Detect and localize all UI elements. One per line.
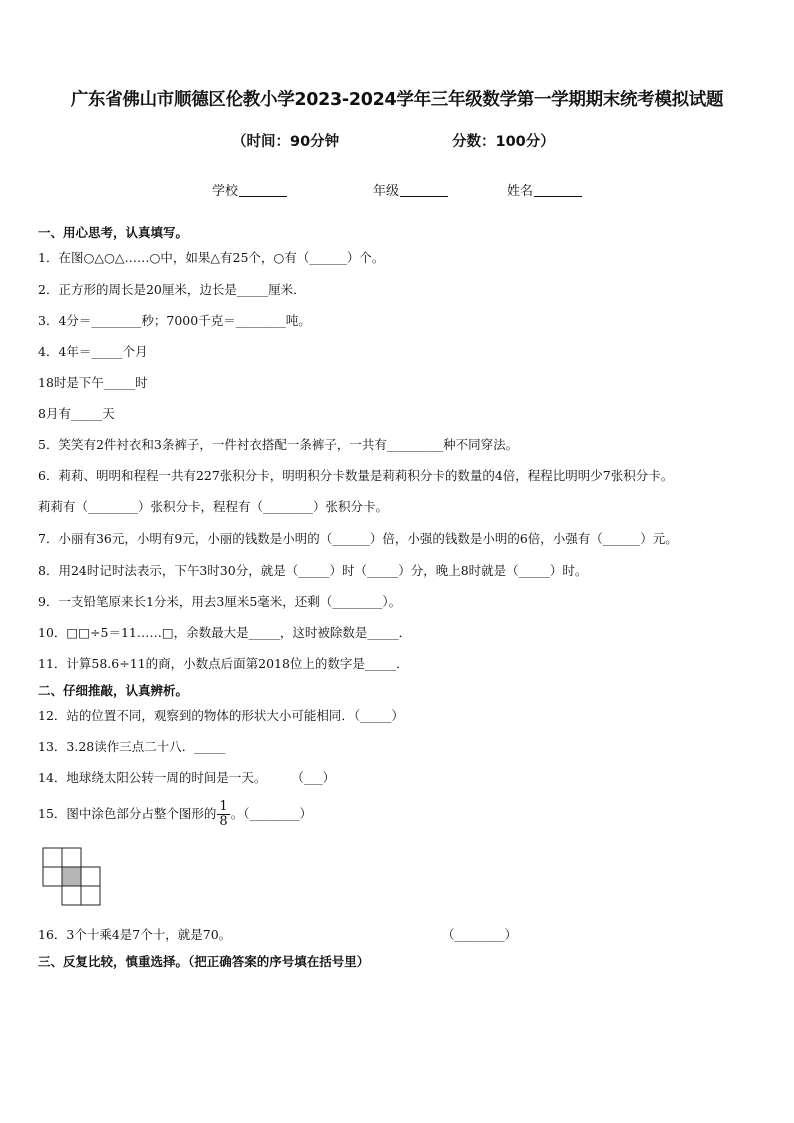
question-15-text: 15．图中涂色部分占整个图形的 <box>38 806 217 821</box>
name-blank[interactable] <box>534 184 582 197</box>
school-blank[interactable] <box>239 184 287 197</box>
fraction-one-eighth <box>217 800 229 828</box>
grid-cell <box>81 886 100 905</box>
question-6-line-1: 6．莉莉、明明和程程一共有227张积分卡，明明积分卡数量是莉莉积分卡的数量的4倍，程程比明明少7张积分卡。 <box>38 468 674 483</box>
school-field <box>212 180 287 199</box>
question-16: 16．3个十乘4是7个十，就是70。 <box>38 927 232 942</box>
question-15 <box>38 796 312 832</box>
grid-cell-shaded <box>62 867 81 886</box>
grid-figure <box>42 847 102 907</box>
question-2: 2．正方形的周长是20厘米，边长是_____厘米． <box>38 282 306 297</box>
grid-cell <box>43 867 62 886</box>
question-7: 7．小丽有36元，小明有9元，小丽的钱数是小明的（______）倍，小强的钱数是小明的6倍，小强有（______）元。 <box>38 531 678 546</box>
grade-label: 年级 <box>373 184 400 199</box>
grade-field <box>373 180 448 199</box>
question-5: 5．笑笑有2件衬衣和3条裤子，一件衬衣搭配一条裤子，一共有_________种不同穿法。 <box>38 437 519 452</box>
section-1-heading: 一、用心思考，认真填写。 <box>38 225 189 240</box>
question-10: 10．□□÷5＝11……□，余数最大是_____，这时被除数是_____． <box>38 625 412 640</box>
question-14: 14．地球绕太阳公转一周的时间是一天。 （___） <box>38 770 336 785</box>
fraction-denominator: 8 <box>219 814 228 829</box>
exam-score: 分数：100分） <box>452 134 555 150</box>
page-title: 广东省佛山市顺德区伦教小学2023-2024学年三年级数学第一学期期末统考模拟试题 <box>70 90 724 110</box>
question-11: 11．计算58.6÷11的商，小数点后面第2018位上的数字是_____． <box>38 656 409 671</box>
question-9: 9．一支铅笔原来长1分米，用去3厘米5毫米，还剩（________）。 <box>38 594 402 609</box>
name-label: 姓名 <box>507 184 534 199</box>
section-2-heading: 二、仔细推敲，认真辨析。 <box>38 683 189 698</box>
school-label: 学校 <box>212 184 239 199</box>
question-4-part-a: 4．4年＝_____个月 <box>38 344 148 359</box>
question-8: 8．用24时记时法表示，下午3时30分，就是（_____）时（_____）分，晚上8时就是（_____）时。 <box>38 563 588 578</box>
question-13: 13．3.28读作三点二十八．_____ <box>38 739 226 754</box>
question-16-answer: （________） <box>442 927 518 942</box>
fraction-numerator: 1 <box>219 799 228 815</box>
section-3-heading: 三、反复比较，慎重选择。（把正确答案的序号填在括号里） <box>38 954 370 969</box>
question-12: 12．站的位置不同，观察到的物体的形状大小可能相同．（_____） <box>38 708 404 723</box>
question-3: 3．4分＝________秒；7000千克＝________吨。 <box>38 313 311 328</box>
grid-cell <box>43 848 62 867</box>
exam-time: （时间：90分钟 <box>232 134 340 150</box>
question-1: 1．在图○△○△……○中，如果△有25个，○有（______）个。 <box>38 250 385 265</box>
grid-cell <box>62 886 81 905</box>
grid-cell <box>62 848 81 867</box>
grade-blank[interactable] <box>400 184 448 197</box>
question-4-part-b: 18时是下午_____时 <box>38 375 148 390</box>
question-15-answer: 。（________） <box>230 806 312 821</box>
question-6-line-2: 莉莉有（________）张积分卡，程程有（________）张积分卡。 <box>38 499 389 514</box>
grid-cell <box>81 867 100 886</box>
question-4-part-c: 8月有_____天 <box>38 406 115 421</box>
name-field <box>507 180 582 199</box>
